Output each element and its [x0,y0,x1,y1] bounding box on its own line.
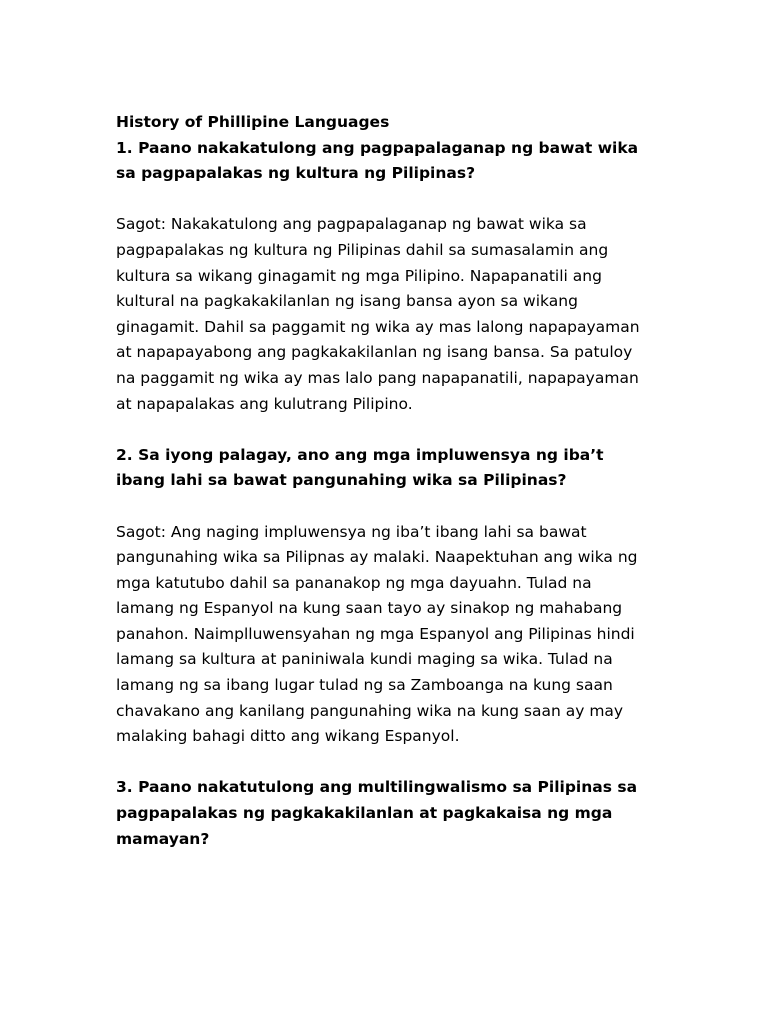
answer-2-line-4: lamang ng Espanyol na kung saan tayo ay sinakop ng mahabang [116,599,623,618]
answer-2-line-9: malaking bahagi ditto ang wikang Espanyol. [116,727,460,746]
answer-1-line-3: kultura sa wikang ginagamit ng mga Pilipino. Napapanatili ang [116,266,602,285]
question-2-line-2: ibang lahi sa bawat pangunahing wika sa Pilipinas? [116,471,567,490]
answer-2-line-7: lamang ng sa ibang lugar tulad ng sa Zamboanga na kung saan [116,676,613,695]
answer-1-line-2: pagpapalakas ng kultura ng Pilipinas dahil sa sumasalamin ang [116,240,609,259]
answer-2-line-6: lamang sa kultura at paniniwala kundi maging sa wika. Tulad na [116,650,613,669]
answer-1-line-4: kultural na pagkakakilanlan ng isang bansa ayon sa wikang [116,292,578,311]
answer-1-line-6: at napapayabong ang pagkakakilanlan ng isang bansa. Sa patuloy [116,343,633,362]
paragraph-gap [116,494,656,520]
question-1-line-1: 1. Paano nakakatulong ang pagpapalaganap ng bawat wika [116,138,639,157]
answer-1-line-5: ginagamit. Dahil sa paggamit ng wika ay mas lalong napapayaman [116,317,640,336]
answer-1-line-7: na paggamit ng wika ay mas lalo pang napapanatili, napapayaman [116,368,639,387]
answer-2-line-2: pangunahing wika sa Pilipnas ay malaki. Naapektuhan ang wika ng [116,548,638,567]
document-title: History of Phillipine Languages [116,113,390,131]
paragraph-gap [116,417,656,443]
question-3-line-2: pagpapalakas ng pagkakakilanlan at pagkakaisa ng mga [116,804,613,823]
answer-1-line-1: Sagot: Nakakatulong ang pagpapalaganap ng bawat wika sa [116,215,587,234]
answer-1-line-8: at napapalakas ang kulutrang Pilipino. [116,394,413,413]
question-3-line-3: mamayan? [116,829,210,848]
question-3-line-1: 3. Paano nakatutulong ang multilingwalismo sa Pilipinas sa [116,778,638,797]
question-1-line-2: sa pagpapalakas ng kultura ng Pilipinas? [116,164,476,183]
paragraph-gap [116,187,656,213]
answer-2-line-3: mga katutubo dahil sa pananakop ng mga dayuahn. Tulad na [116,573,592,592]
paragraph-gap [116,750,656,776]
question-2-line-1: 2. Sa iyong palagay, ano ang mga impluwensya ng iba’t [116,445,604,464]
answer-2-line-5: panahon. Naimplluwensyahan ng mga Espanyol ang Pilipinas hindi [116,624,635,643]
document-body [116,110,656,852]
answer-2-line-8: chavakano ang kanilang pangunahing wika na kung saan ay may [116,701,624,720]
answer-2-line-1: Sagot: Ang naging impluwensya ng iba’t ibang lahi sa bawat [116,522,587,541]
